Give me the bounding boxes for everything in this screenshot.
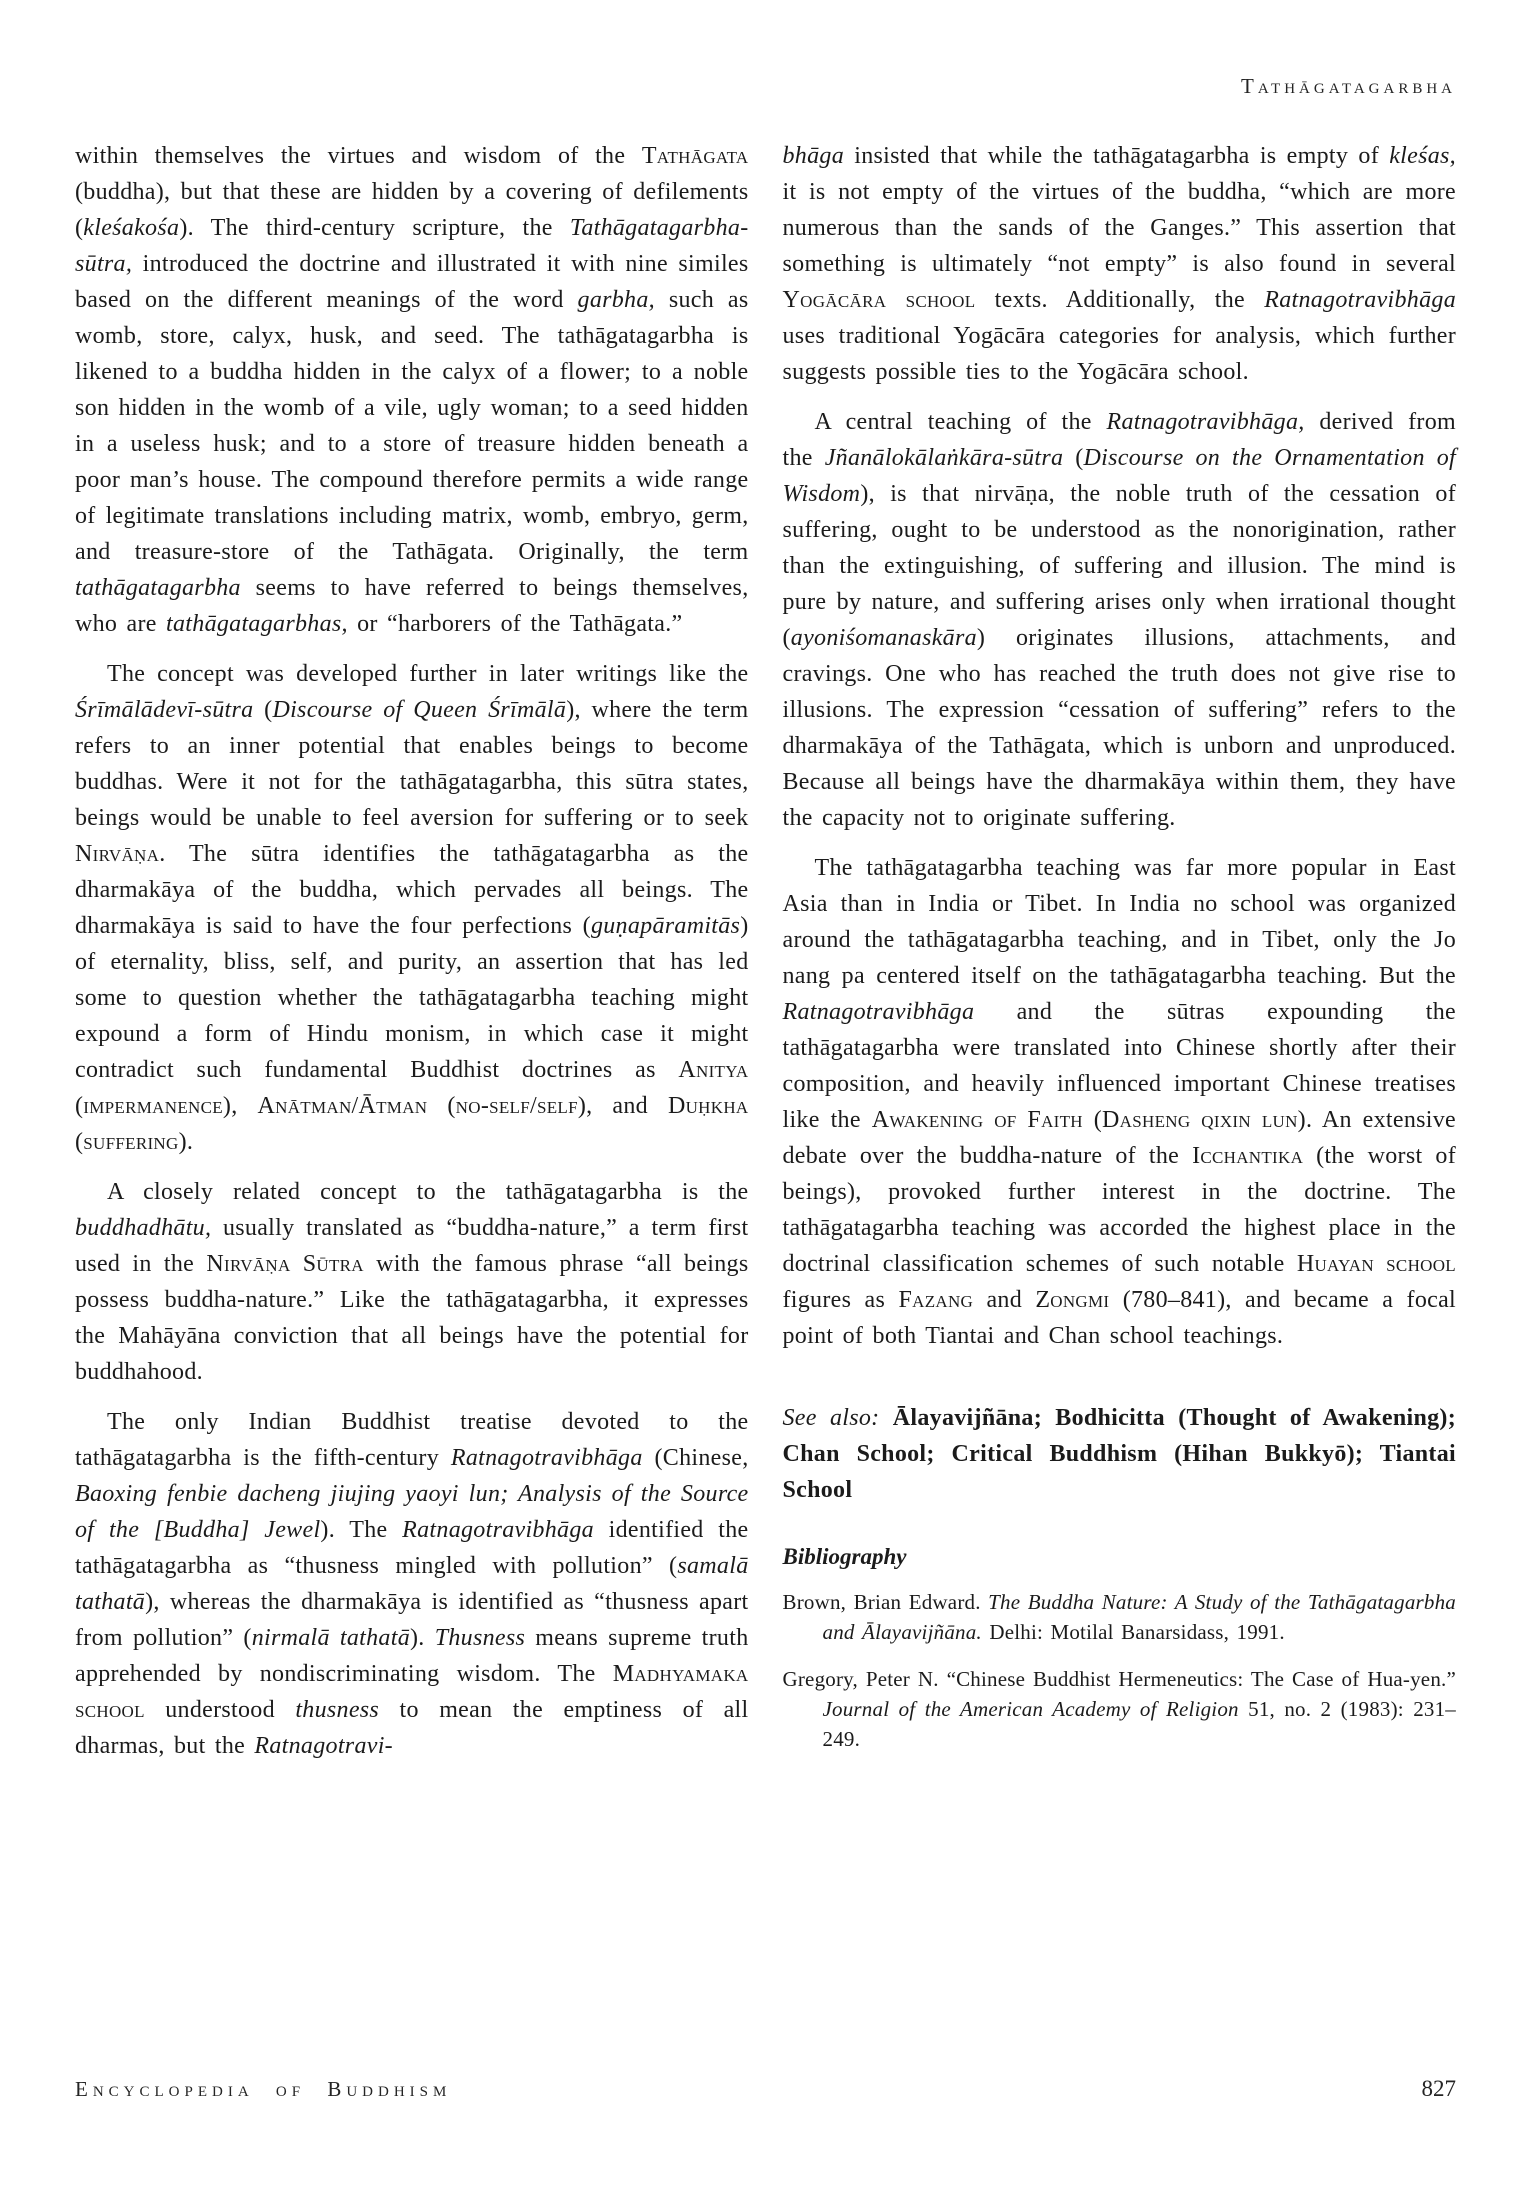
text-run: ( (75, 1093, 84, 1119)
page-footer (75, 2076, 1456, 2102)
text-run: Jñanālokālaṅkāra-sūtra (824, 445, 1064, 471)
text-run: A closely related concept to the tathāgatagarbha is the (107, 1179, 749, 1205)
text-run: Ratnagotravibhāga (782, 999, 975, 1025)
text-run: Gregory, Peter N. “Chinese Buddhist Hermeneutics: The Case of Hua-yen.” (782, 1667, 1456, 1691)
text-run: ), whereas the dharmakāya is identified as “thusness apart from pollution” ( (75, 1589, 749, 1651)
text-run: such as womb, store, calyx, husk, and seed. The tathāgatagarbha is likened to a buddha hidden in the calyx of a flower; to a noble son hidden in the womb of a vile, ugly woman; to a seed hidden in a useless husk; and to a store of treasure hidden beneath a poor man’s house. The compound therefore permits a wide range of legitimate translations including matrix, womb, embryo, germ, and treasure-store of the Tathāgata. Originally, the term (75, 287, 749, 565)
text-run: ). (178, 1129, 194, 1155)
text-run: Ratnagotravibhāga (402, 1517, 594, 1543)
text-run: 51, no. 2 (1983): 231–249. (822, 1697, 1457, 1751)
text-run: (the worst of beings), provoked further interest in the doctrine. The tathāgatagarbha teaching was accorded the highest place in the doctrinal classification schemes of such notable (782, 1143, 1456, 1277)
footer-book-title: Encyclopedia of Buddhism (75, 2077, 452, 2101)
text-run: guṇapāramitās (590, 913, 741, 939)
running-head: Tathāgatagarbha (1241, 74, 1456, 98)
text-run: ayoniśomanaskāra (790, 625, 977, 651)
bibliography-heading: Bibliography (782, 1544, 907, 1569)
text-run: ( (427, 1093, 456, 1119)
text-run: ) of eternality, bliss, self, and purity, an assertion that has led some to question whether the tathāgatagarbha teaching might expound a form of Hindu monism, in which case it might contradict such fundamental Buddhist doctrines as (75, 913, 749, 1083)
page-number: 827 (1421, 2076, 1456, 2101)
text-run: insisted that while the tathāgatagarbha is empty of (844, 143, 1390, 169)
bibliography-entry (783, 1587, 1457, 1647)
text-run: usually translated as “buddha-nature,” a term first used in the (75, 1215, 749, 1277)
text-run: texts. Additionally, the (975, 287, 1265, 313)
text-run: The concept was developed further in later writings like the (107, 661, 749, 687)
text-run: ), is that nirvāṇa, the noble truth of the cessation of suffering, ought to be understood as the nonorigination, rather than the extinguishing, of suffering and illusion. The mind is pure by nature, and suffering arises only when irrational thought ( (782, 481, 1456, 651)
paragraph (783, 404, 1457, 836)
bibliography-entries (783, 1587, 1457, 1754)
text-run: Nirvāṇa Sūtra (206, 1251, 364, 1277)
text-run: figures as (782, 1287, 899, 1313)
text-run: suffering (83, 1129, 179, 1155)
text-run: The tathāgatagarbha teaching was far more popular in East Asia than in India or Tibet. In India no school was organized around the tathāgatagarbha teaching, and in Tibet, only the Jo nang pa centered itself on the tathāgatagarbha teaching. But the (782, 855, 1456, 989)
text-run: (buddha), but that these are hidden by a covering of defilements ( (75, 179, 749, 241)
text-run: samalā tathatā (75, 1553, 749, 1615)
paragraph (783, 138, 1457, 390)
text-run: with the famous phrase “all beings possess buddha-nature.” Like the tathāgatagarbha, it expresses the Mahāyāna conviction that all beings have the potential for buddhahood. (75, 1251, 749, 1385)
text-run: Baoxing fenbie dacheng jiujing yaoyi lun; Analysis of the Source of the [Buddha] Jewel (75, 1481, 749, 1543)
text-run: or “harborers of the Tathāgata.” (347, 611, 683, 637)
text-run: Ratnagotravibhāga (1264, 287, 1456, 313)
text-run: ). (410, 1625, 435, 1651)
text-run: Anitya (678, 1057, 749, 1083)
text-run: . The sūtra identifies the tathāgatagarbha as the dharmakāya of the buddha, which pervades all beings. The dharmakāya is said to have the four perfections ( (75, 841, 749, 939)
text-run: Awakening of Faith (Dasheng qixin lun) (871, 1107, 1306, 1133)
text-run: within themselves the virtues and wisdom of the (75, 143, 642, 169)
text-run: and (973, 1287, 1036, 1313)
text-run: means supreme truth apprehended by nondiscriminating wisdom. The (75, 1625, 749, 1687)
text-run: tathāgatagarbhas, (166, 611, 348, 637)
text-run: Ratnagotravi- (254, 1733, 393, 1759)
right-column-paragraphs (783, 138, 1457, 1354)
text-run: buddhadhātu, (75, 1215, 212, 1241)
text-run: impermanence (83, 1093, 223, 1119)
text-run: bhāga (782, 143, 844, 169)
text-run: Nirvāṇa (75, 841, 160, 867)
paragraph (783, 850, 1457, 1354)
text-run: Anātman/Ātman (257, 1093, 428, 1119)
text-run: . An extensive debate over the buddha-nature of the (782, 1107, 1456, 1169)
text-run: The only Indian Buddhist treatise devoted to the tathāgatagarbha is the fifth-century (75, 1409, 749, 1471)
text-run: ). The third-century scripture, the (179, 215, 570, 241)
text-run: Fazang (898, 1287, 974, 1313)
text-run: Zongmi (1035, 1287, 1110, 1313)
text-run: introduced the doctrine and illustrated it with nine similes based on the different meanings of the word (75, 251, 749, 313)
text-run: Ratnagotravibhāga, (1106, 409, 1305, 435)
text-run: Tathāgata (641, 143, 749, 169)
paragraph (75, 1174, 749, 1390)
text-run: ( (75, 1129, 84, 1155)
paragraph (75, 656, 749, 1160)
text-run: identified the tathāgatagarbha as “thusness mingled with pollution” ( (75, 1517, 749, 1579)
text-run: and the sūtras expounding the tathāgatagarbha were translated into Chinese shortly after their composition, and heavily influenced important Chinese treatises like the (782, 999, 1456, 1133)
bibliography-entry (783, 1664, 1457, 1754)
text-run: Madhyamaka school (75, 1661, 749, 1723)
text-run: derived from the (782, 409, 1456, 471)
text-run: (Chinese, (642, 1445, 749, 1471)
text-run: ) originates illusions, attachments, and cravings. One who has reached the truth does not give rise to illusions. The expression “cessation of suffering” refers to the dharmakāya of the Tathāgata, which is unborn and unproduced. Because all beings have the dharmakāya within them, they have the capacity not to originate suffering. (782, 625, 1456, 831)
text-run: Huayan school (1296, 1251, 1456, 1277)
text-run: thusness (295, 1697, 380, 1723)
text-run: A central teaching of the (814, 409, 1107, 435)
article-body (75, 138, 1456, 1764)
text-run: Ālayavijñāna; Bodhicitta (Thought of Awakening); Chan School; Critical Buddhism (Hihan Bukkyō); Tiantai School (782, 1405, 1456, 1503)
paragraph (75, 138, 749, 642)
text-run: ). The (320, 1517, 403, 1543)
text-run: Yogācāra school (782, 287, 976, 313)
text-run: ), (222, 1093, 258, 1119)
text-run: Brown, Brian Edward. (782, 1590, 989, 1614)
text-run: Delhi: Motilal Banarsidass, 1991. (981, 1620, 1285, 1644)
text-run: tathāgatagarbha (75, 575, 241, 601)
text-run: Tathāgatagarbha-sūtra, (75, 215, 749, 277)
text-run: (780–841), and became a focal point of both Tiantai and Chan school teachings. (782, 1287, 1457, 1349)
text-run: ( (253, 697, 273, 723)
text-run: garbha, (577, 287, 655, 313)
text-run: ), where the term refers to an inner potential that enables beings to become buddhas. Were it not for the tathāgatagarbha, this sūtra states, beings would be unable to feel aversion for suffering or to seek (75, 697, 749, 831)
text-run: Duḥkha (667, 1093, 749, 1119)
text-run: Journal of the American Academy of Religion (822, 1697, 1239, 1721)
text-run: uses traditional Yogācāra categories for analysis, which further suggests possible ties to the Yogācāra school. (782, 323, 1456, 385)
text-run: Icchantika (1192, 1143, 1304, 1169)
see-also (783, 1400, 1457, 1508)
text-run: Discourse on the Ornamentation of Wisdom (782, 445, 1457, 507)
paragraph (75, 1404, 749, 1764)
text-run: ( (1063, 445, 1084, 471)
left-column (75, 138, 749, 1764)
text-run: kleśas, (1389, 143, 1456, 169)
text-run: Śrīmālādevī-sūtra (75, 697, 254, 723)
text-run: nirmalā tathatā (251, 1625, 411, 1651)
text-run: Discourse of Queen Śrīmālā (272, 697, 567, 723)
text-run: See also: (782, 1405, 880, 1431)
right-column (783, 138, 1457, 1764)
text-run: The Buddha Nature: A Study of the Tathāgatagarbha and Ālayavijñāna. (822, 1590, 1457, 1644)
text-run: no-self/self (455, 1093, 578, 1119)
text-run: Ratnagotravibhāga (450, 1445, 643, 1471)
text-run: to mean the emptiness of all dharmas, but the (75, 1697, 749, 1759)
text-run: Thusness (434, 1625, 526, 1651)
text-run: kleśakośa (83, 215, 180, 241)
text-run: it is not empty of the virtues of the buddha, “which are more numerous than the sands of the Ganges.” This assertion that something is ultimately “not empty” is also found in several (782, 179, 1456, 277)
text-run: understood (144, 1697, 296, 1723)
text-run: ), and (577, 1093, 668, 1119)
text-run: seems to have referred to beings themselves, who are (75, 575, 749, 637)
